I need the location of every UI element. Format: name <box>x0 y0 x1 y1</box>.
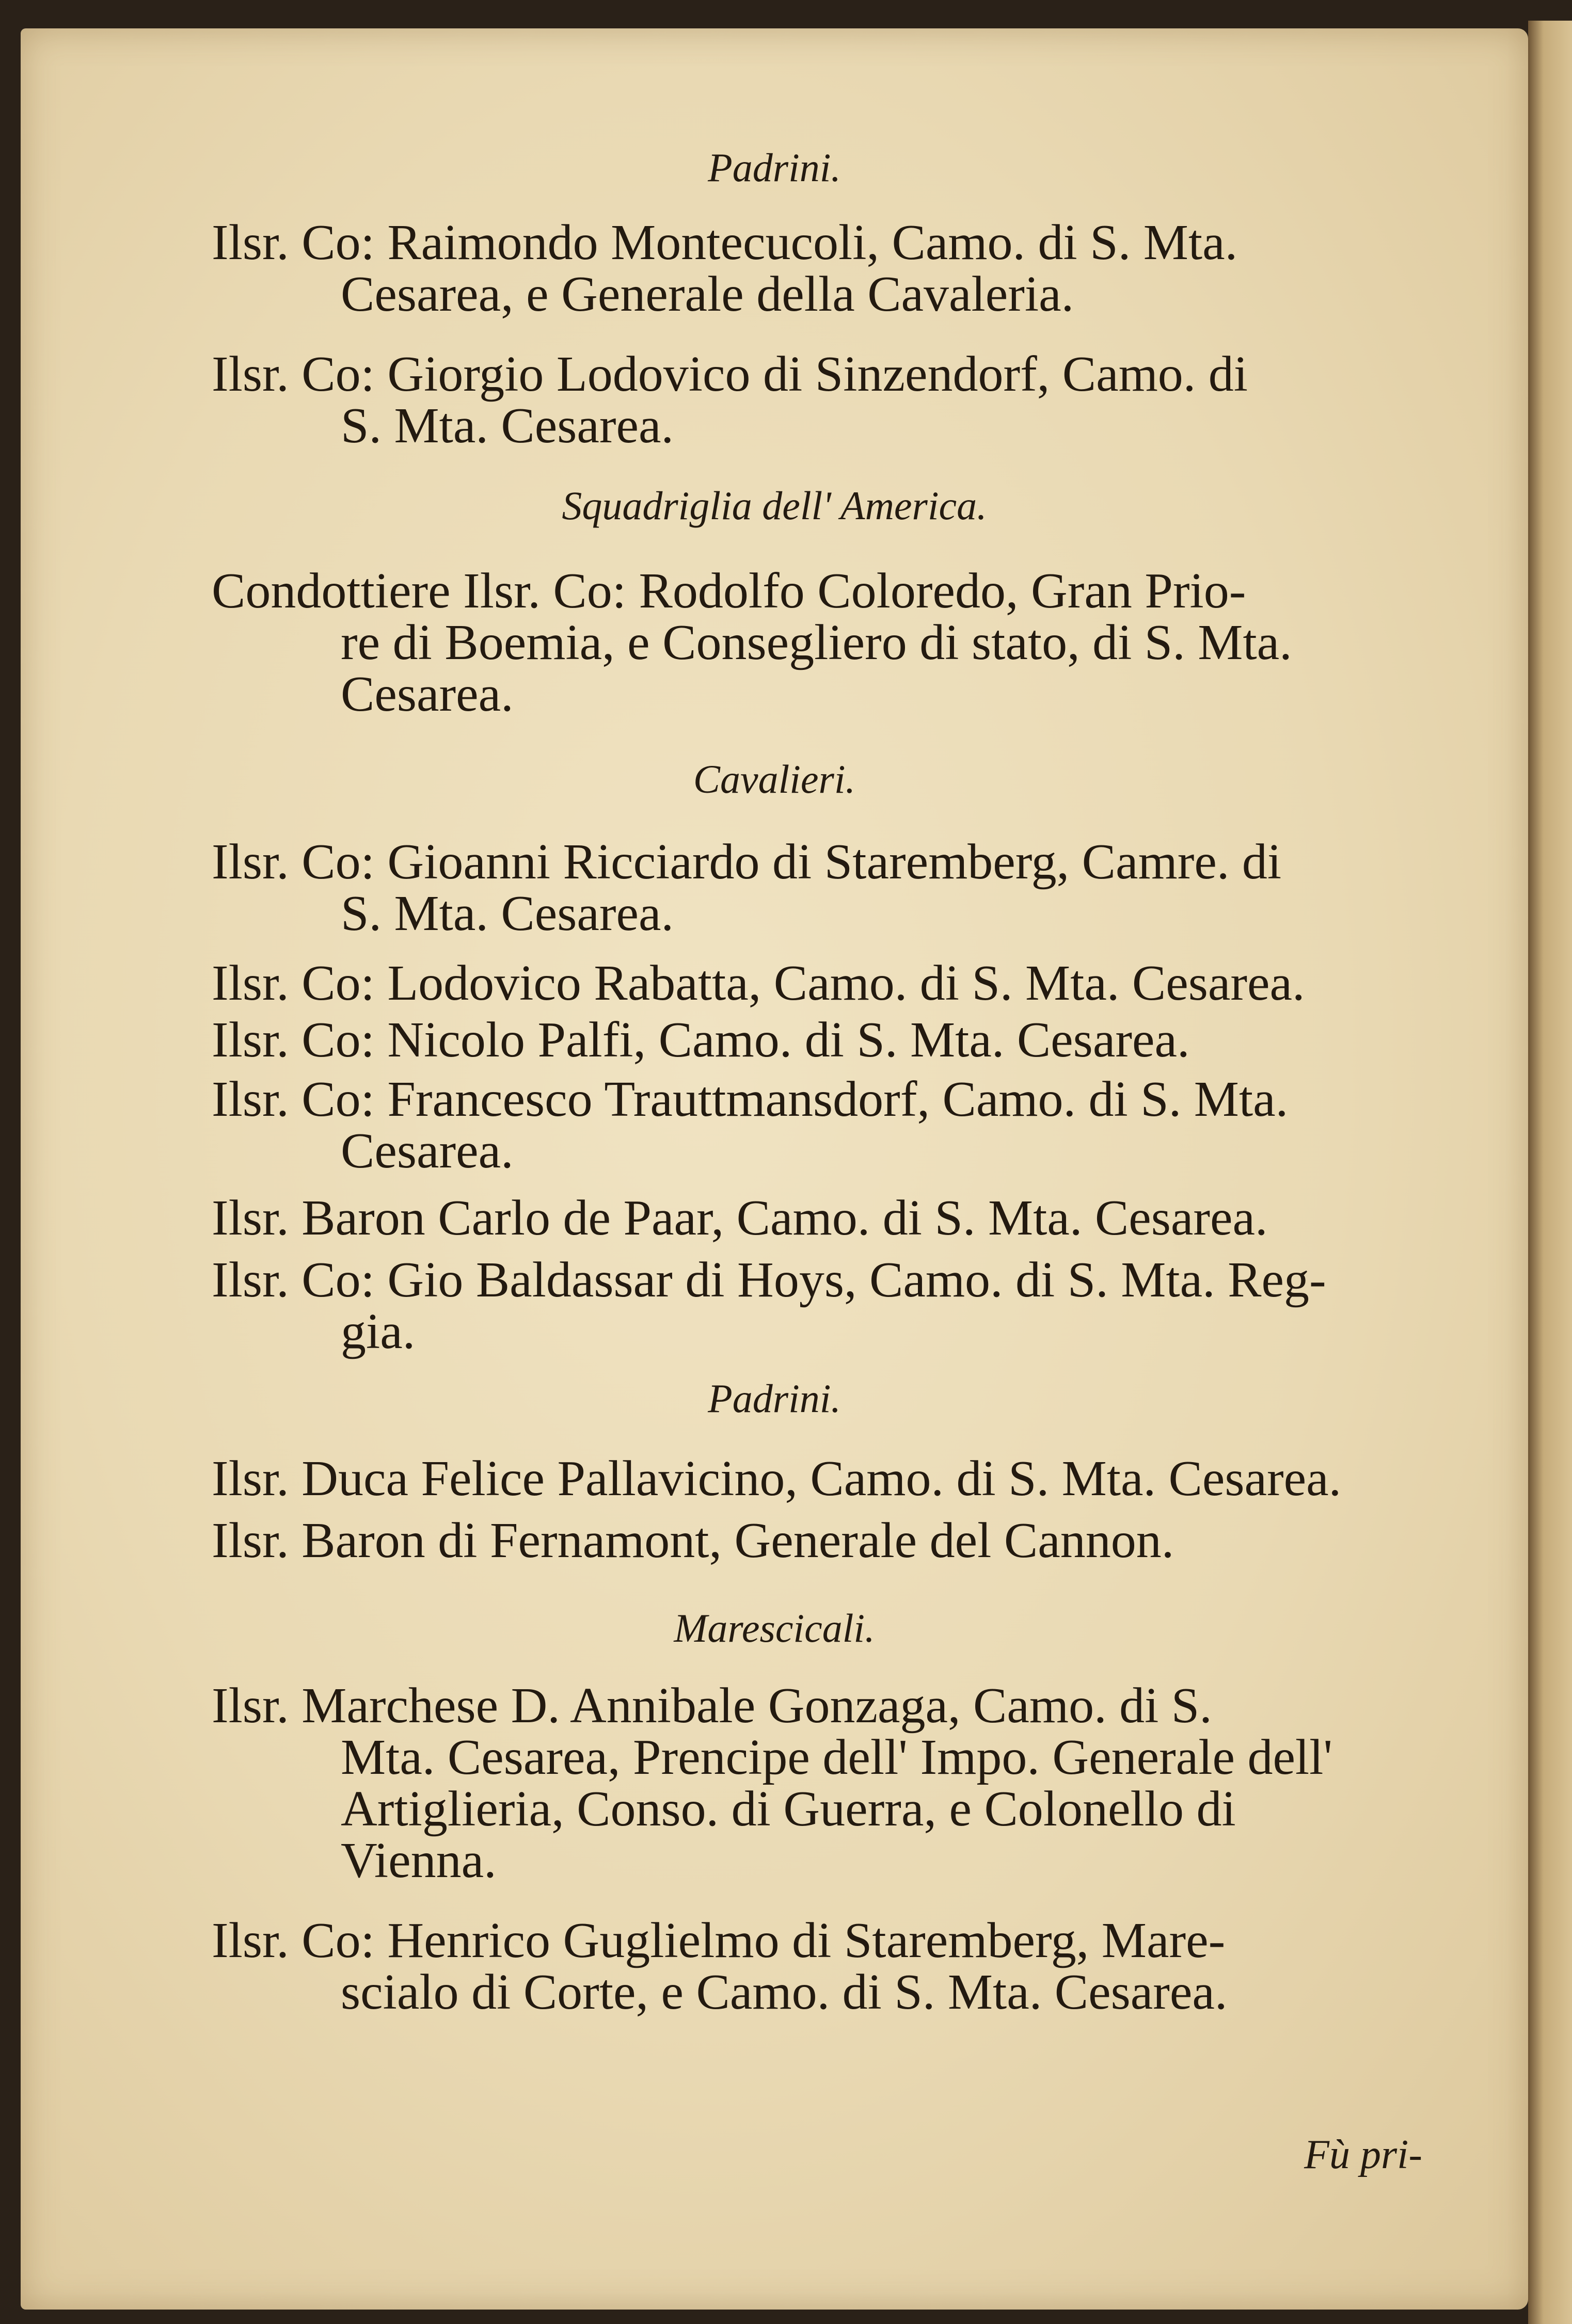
book-page <box>21 28 1528 2310</box>
list-entry <box>212 1014 1461 1066</box>
entry-line: Cesarea, e Generale della Cavaleria. <box>341 266 1074 322</box>
entry-line: Artiglieria, Conso. di Guerra, e Colonello di <box>341 1781 1236 1837</box>
list-entry <box>212 1515 1461 1566</box>
list-entry <box>212 1453 1461 1504</box>
entry-line: Cesarea. <box>341 1123 514 1179</box>
entry-line: Ilsr. Co: Raimondo Montecucoli, Camo. di S. Mta. <box>212 215 1238 270</box>
entry-line: Ilsr. Co: Henrico Guglielmo di Staremberg, Mare- <box>212 1913 1226 1968</box>
entry-line: Ilsr. Co: Gioanni Ricciardo di Staremberg, Camre. di <box>212 834 1282 890</box>
entry-line: re di Boemia, e Consegliero di stato, di S. Mta. <box>341 615 1292 670</box>
section-heading: Marescicali. <box>674 1606 875 1650</box>
entry-line: Condottiere Ilsr. Co: Rodolfo Coloredo, Gran Prio- <box>212 563 1246 619</box>
page-text <box>21 28 1528 2310</box>
entry-line: Cesarea. <box>341 666 514 722</box>
list-entry <box>212 217 1461 320</box>
list-entry <box>212 348 1461 452</box>
list-entry <box>212 1073 1461 1177</box>
entry-line: Vienna. <box>341 1833 497 1888</box>
list-entry <box>212 1680 1461 1886</box>
list-entry <box>212 1915 1461 2018</box>
entry-line: Ilsr. Duca Felice Pallavicino, Camo. di S. Mta. Cesarea. <box>212 1451 1342 1506</box>
section-heading: Cavalieri. <box>693 757 856 802</box>
section-heading: Padrini. <box>708 145 841 190</box>
entry-line: Ilsr. Co: Lodovico Rabatta, Camo. di S. Mta. Cesarea. <box>212 955 1305 1011</box>
entry-line: Ilsr. Co: Francesco Trauttmansdorf, Camo. di S. Mta. <box>212 1071 1289 1127</box>
entry-line: S. Mta. Cesarea. <box>341 886 674 941</box>
list-entry <box>212 957 1461 1009</box>
section-heading: Padrini. <box>708 1376 841 1421</box>
entry-line: Ilsr. Co: Giorgio Lodovico di Sinzendorf, Camo. di <box>212 346 1248 402</box>
list-entry <box>212 1192 1461 1244</box>
list-entry <box>212 1254 1461 1357</box>
entry-line: gia. <box>341 1304 416 1359</box>
entry-line: Ilsr. Baron di Fernamont, Generale del Cannon. <box>212 1513 1174 1568</box>
entry-line: scialo di Corte, e Camo. di S. Mta. Cesarea. <box>341 1964 1228 2020</box>
list-entry <box>212 565 1461 720</box>
entry-line: Ilsr. Baron Carlo de Paar, Camo. di S. Mta. Cesarea. <box>212 1190 1268 1246</box>
adjacent-page-edge <box>1528 21 1572 2324</box>
entry-line: Mta. Cesarea, Prencipe dell' Impo. Generale dell' <box>341 1729 1333 1785</box>
entry-line: Ilsr. Co: Gio Baldassar di Hoys, Camo. di S. Mta. Reg- <box>212 1252 1326 1308</box>
catchword: Fù pri- <box>1304 2132 1422 2177</box>
section-heading: Squadriglia dell' America. <box>562 483 987 528</box>
list-entry <box>212 836 1461 939</box>
entry-line: S. Mta. Cesarea. <box>341 398 674 454</box>
entry-line: Ilsr. Co: Nicolo Palfi, Camo. di S. Mta. Cesarea. <box>212 1012 1190 1068</box>
entry-line: Ilsr. Marchese D. Annibale Gonzaga, Camo. di S. <box>212 1678 1212 1734</box>
